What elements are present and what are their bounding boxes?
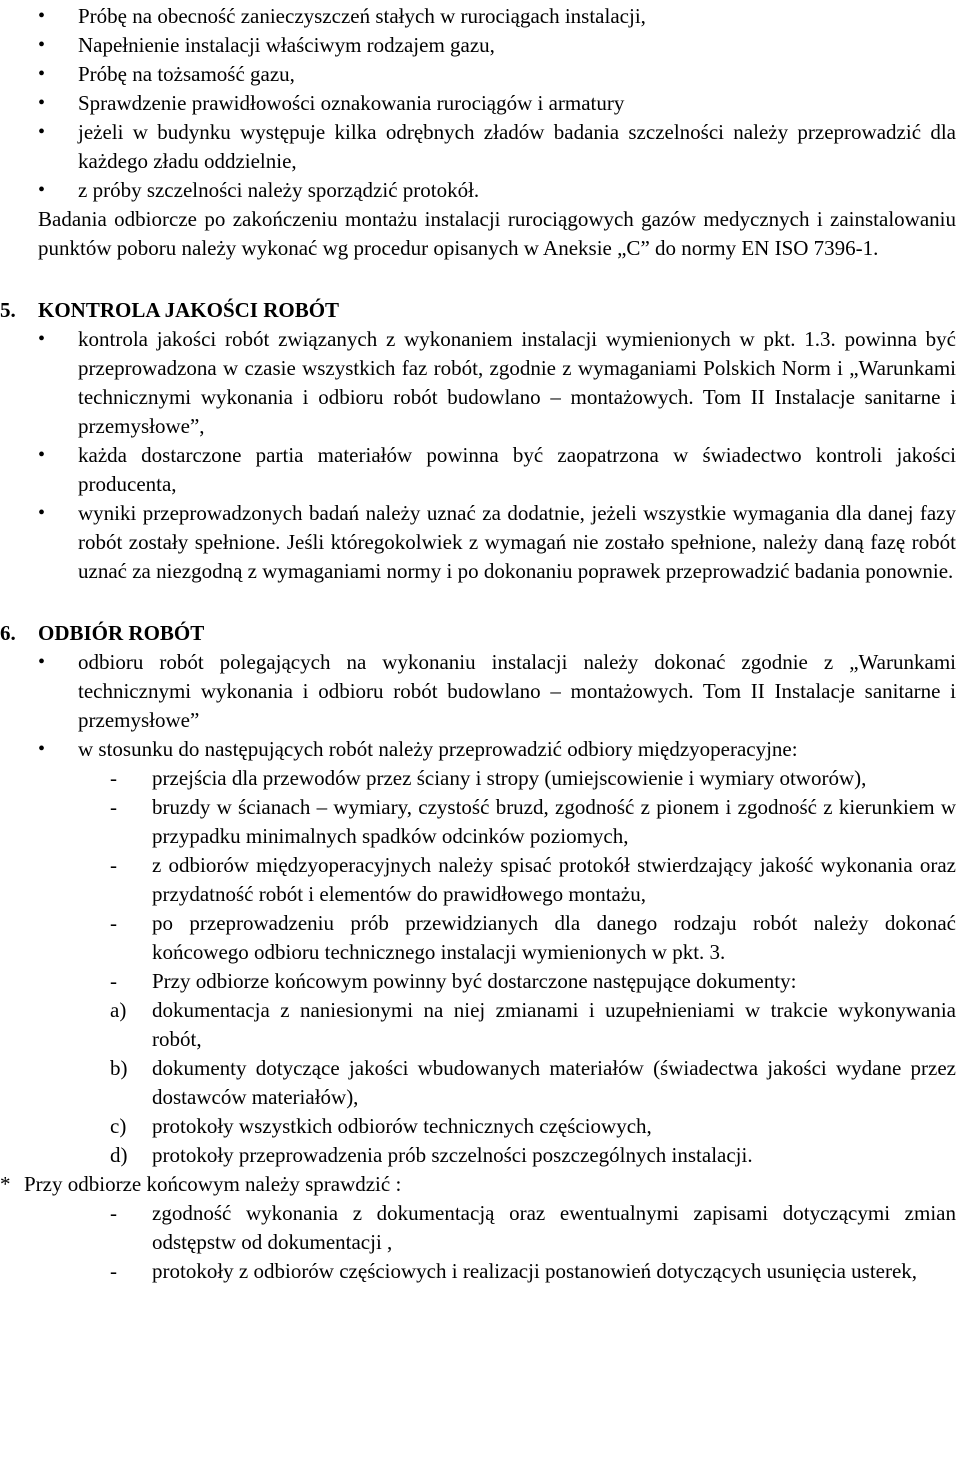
dash-item-text: protokoły z odbiorów częściowych i realizacji postanowień dotyczących usunięcia usterek, (152, 1259, 918, 1283)
dash-marker: - (110, 1201, 117, 1225)
dash-item-text: przejścia dla przewodów przez ściany i stropy (umiejscowienie i wymiary otworów), (152, 766, 867, 790)
dash-marker: - (110, 969, 117, 993)
list-item: • Próbę na obecność zanieczyszczeń stałych w rurociągach instalacji, (0, 2, 960, 31)
dash-marker: - (110, 911, 117, 935)
section-5-number: 5. (0, 298, 16, 322)
letter-item (0, 996, 960, 1054)
dash-item (0, 1199, 960, 1257)
dash-item-text: bruzdy w ścianach – wymiary, czystość bruzd, zgodność z pionem i zgodność z kierunkiem w przypadku minimalnych spadków odcinków poziomych, (152, 795, 956, 848)
letter-item-text: protokoły wszystkich odbiorów technicznych częściowych, (152, 1114, 652, 1138)
dash-item (0, 851, 960, 909)
dash-item (0, 909, 960, 967)
final-check-text: Przy odbiorze końcowym należy sprawdzić : (24, 1172, 402, 1196)
letter-item (0, 1054, 960, 1112)
paragraph-badania: Badania odbiorcze po zakończeniu montażu instalacji rurociągowych gazów medycznych i zainstalowaniu punktów poboru należy wykonać wg procedur opisanych w Aneksie „C” do normy EN ISO 7396-1. (38, 207, 956, 260)
letter-item-text: protokoły przeprowadzenia prób szczelności poszczególnych instalacji. (152, 1143, 753, 1167)
asterisk-marker: * (0, 1172, 11, 1196)
letter-marker: c) (110, 1114, 127, 1138)
dash-item (0, 793, 960, 851)
list-item: • Próbę na tożsamość gazu, (0, 60, 960, 89)
dash-item-text: po przeprowadzeniu prób przewidzianych dla danego rodzaju robót należy dokonać końcowego odbioru technicznego instalacji wymienionych w pkt. 3. (152, 911, 956, 964)
section-6-title: ODBIÓR ROBÓT (38, 621, 205, 645)
final-check-note (0, 1170, 960, 1199)
dash-item (0, 967, 960, 996)
section-5-title: KONTROLA JAKOŚCI ROBÓT (38, 298, 340, 322)
letter-item (0, 1112, 960, 1141)
letter-item-text: dokumentacja z naniesionymi na niej zmianami i uzupełnieniami w trakcie wykonywania robót, (152, 998, 956, 1051)
list-item: • kontrola jakości robót związanych z wykonaniem instalacji wymienionych w pkt. 1.3. powinna być przeprowadzona w czasie wszystkich faz robót, zgodnie z wymaganiami Polskich Norm i „Warunkami technicznymi wykonania i odbioru robót budowlano – montażowych. Tom II Instalacje sanitarne i przemysłowe”, (0, 325, 960, 441)
letter-marker: b) (110, 1056, 128, 1080)
dash-item (0, 1257, 960, 1286)
dash-marker: - (110, 795, 117, 819)
dash-marker: - (110, 766, 117, 790)
dash-item-text: z odbiorów międzyoperacyjnych należy spisać protokół stwierdzający jakość wykonania oraz przydatność robót i elementów do prawidłowego montażu, (152, 853, 956, 906)
section-6-heading (0, 619, 960, 648)
dash-marker: - (110, 1259, 117, 1283)
list-item: • z próby szczelności należy sporządzić protokół. (0, 176, 960, 205)
letter-item (0, 1141, 960, 1170)
dash-marker: - (110, 853, 117, 877)
dash-item-text: zgodność wykonania z dokumentacją oraz ewentualnymi zapisami dotyczącymi zmian odstępstw od dokumentacji , (152, 1201, 956, 1254)
list-item: • odbioru robót polegających na wykonaniu instalacji należy dokonać zgodnie z „Warunkami technicznymi wykonania i odbioru robót budowlano – montażowych. Tom II Instalacje sanitarne i przemysłowe” (0, 648, 960, 735)
list-item: • jeżeli w budynku występuje kilka odrębnych zładów badania szczelności należy przeprowadzić dla każdego zładu oddzielnie, (0, 118, 960, 176)
dash-item (0, 764, 960, 793)
letter-marker: a) (110, 998, 127, 1022)
list-item: • każda dostarczone partia materiałów powinna być zaopatrzona w świadectwo kontroli jakości producenta, (0, 441, 960, 499)
list-item: • Sprawdzenie prawidłowości oznakowania rurociągów i armatury (0, 89, 960, 118)
section-5-heading (0, 296, 960, 325)
list-item: • Napełnienie instalacji właściwym rodzajem gazu, (0, 31, 960, 60)
dash-item-text: Przy odbiorze końcowym powinny być dostarczone następujące dokumenty: (152, 969, 797, 993)
list-item: • wyniki przeprowadzonych badań należy uznać za dodatnie, jeżeli wszystkie wymagania dla danej fazy robót zostały spełnione. Jeśli któregokolwiek z wymagań nie zostało spełnione, należy daną fazę robót uznać za niezgodną z wymaganiami normy i po dokonaniu poprawek przeprowadzić badania ponownie. (0, 499, 960, 586)
section-6-number: 6. (0, 621, 16, 645)
letter-item-text: dokumenty dotyczące jakości wbudowanych materiałów (świadectwa jakości wydane przez dostawców materiałów), (152, 1056, 956, 1109)
list-item: • w stosunku do następujących robót należy przeprowadzić odbiory międzyoperacyjne: (0, 735, 960, 764)
letter-marker: d) (110, 1143, 128, 1167)
